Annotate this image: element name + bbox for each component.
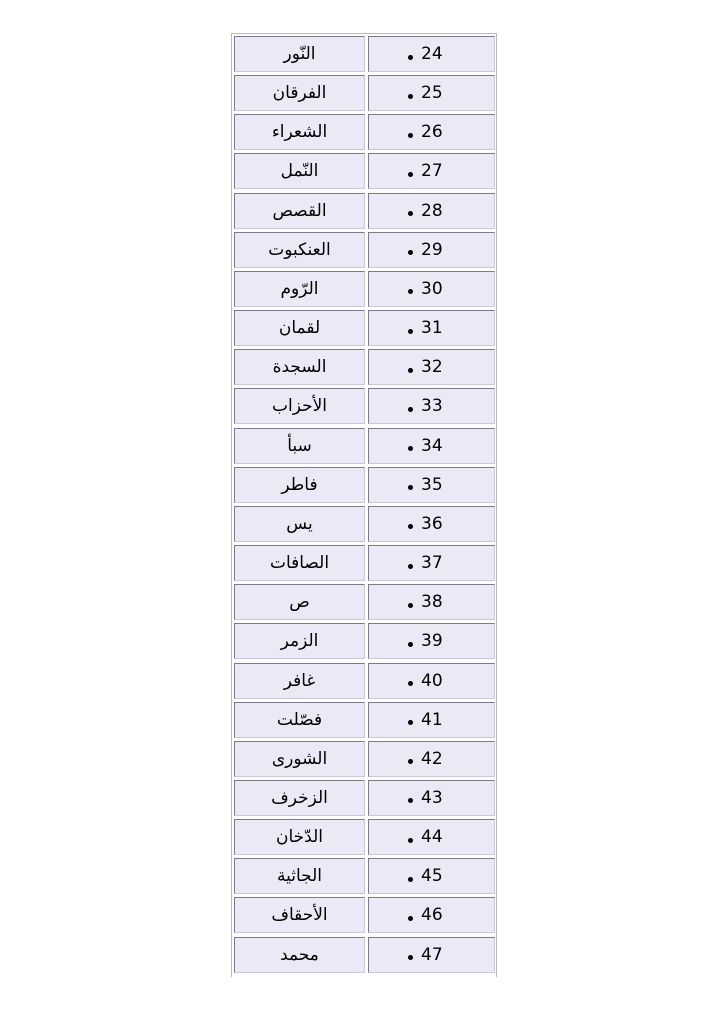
bullet-icon — [408, 368, 413, 373]
bullet-icon — [408, 446, 413, 451]
surah-name-cell — [234, 271, 365, 307]
surah-name: الصافات — [269, 553, 330, 574]
surah-number: 31 — [421, 318, 443, 339]
surah-number-cell — [368, 741, 495, 777]
surah-name-cell — [234, 75, 365, 111]
surah-number: 45 — [421, 866, 443, 887]
surah-name: ص — [289, 592, 310, 613]
surah-name: العنكبوت — [268, 239, 331, 260]
surah-number-cell — [368, 897, 495, 933]
surah-number: 37 — [421, 553, 443, 574]
surah-name-cell — [234, 584, 365, 620]
surah-name-cell — [234, 36, 365, 72]
surah-number-cell — [368, 467, 495, 503]
bullet-icon — [408, 603, 413, 608]
surah-number: 25 — [421, 83, 443, 104]
table-row — [234, 780, 496, 819]
bullet-icon — [408, 564, 413, 569]
bullet-icon — [408, 524, 413, 529]
surah-number: 30 — [421, 278, 443, 299]
bullet-icon — [408, 955, 413, 960]
surah-number-cell — [368, 75, 495, 111]
surah-name: يس — [286, 513, 313, 534]
surah-number-cell — [368, 623, 495, 659]
surah-number: 28 — [421, 200, 443, 221]
surah-name: سبأ — [287, 435, 312, 456]
surah-number: 24 — [421, 44, 443, 64]
table-row — [234, 193, 496, 232]
table-row — [234, 153, 496, 192]
surah-number: 35 — [421, 474, 443, 495]
table-row — [234, 36, 496, 75]
table-row — [234, 467, 496, 506]
surah-number-cell — [368, 780, 495, 816]
surah-number-cell — [368, 858, 495, 894]
surah-name-cell — [234, 310, 365, 346]
surah-number: 47 — [421, 944, 443, 965]
bullet-icon — [408, 211, 413, 216]
surah-name-cell — [234, 388, 365, 424]
bullet-icon — [408, 759, 413, 764]
surah-number: 32 — [421, 357, 443, 378]
surah-number-cell — [368, 545, 495, 581]
table-row — [234, 388, 496, 427]
bullet-icon — [408, 681, 413, 686]
surah-name: السجدة — [272, 357, 327, 378]
table-row — [234, 310, 496, 349]
surah-number-cell — [368, 506, 495, 542]
surah-name: النّور — [283, 44, 316, 64]
surah-name-cell — [234, 428, 365, 464]
surah-number: 43 — [421, 787, 443, 808]
surah-number-cell — [368, 663, 495, 699]
bullet-icon — [408, 877, 413, 882]
bullet-icon — [408, 407, 413, 412]
surah-name-cell — [234, 702, 365, 738]
surah-name-cell — [234, 741, 365, 777]
table-row — [234, 623, 496, 662]
surah-name-cell — [234, 780, 365, 816]
surah-name-cell — [234, 663, 365, 699]
surah-number: 33 — [421, 396, 443, 417]
surah-number-cell — [368, 819, 495, 855]
surah-number: 26 — [421, 122, 443, 143]
surah-name-cell — [234, 467, 365, 503]
surah-number: 40 — [421, 670, 443, 691]
surah-name-cell — [234, 623, 365, 659]
table-row — [234, 75, 496, 114]
surah-name: الشورى — [271, 748, 328, 769]
surah-name: غافر — [283, 670, 316, 691]
bullet-icon — [408, 289, 413, 294]
surah-number-cell — [368, 114, 495, 150]
surah-name-cell — [234, 937, 365, 973]
surah-name: القصص — [272, 200, 327, 221]
surah-name: الأحزاب — [271, 396, 328, 417]
surah-number-cell — [368, 388, 495, 424]
table-row — [234, 819, 496, 858]
table-row — [234, 545, 496, 584]
surah-number: 36 — [421, 513, 443, 534]
table-row — [234, 271, 496, 310]
surah-number-cell — [368, 702, 495, 738]
table-row — [234, 584, 496, 623]
surah-number-cell — [368, 193, 495, 229]
bullet-icon — [408, 329, 413, 334]
surah-name-cell — [234, 819, 365, 855]
surah-name: الفرقان — [272, 83, 327, 104]
surah-name-cell — [234, 153, 365, 189]
surah-name: فاطر — [281, 474, 318, 495]
surah-name-cell — [234, 349, 365, 385]
surah-number-cell — [368, 428, 495, 464]
bullet-icon — [408, 250, 413, 255]
table-row — [234, 232, 496, 271]
bullet-icon — [408, 916, 413, 921]
table-row — [234, 506, 496, 545]
surah-name-cell — [234, 232, 365, 268]
surah-name-cell — [234, 858, 365, 894]
surah-number-cell — [368, 584, 495, 620]
surah-number-cell — [368, 937, 495, 973]
surah-number-cell — [368, 36, 495, 72]
table-row — [234, 702, 496, 741]
table-row — [234, 349, 496, 388]
bullet-icon — [408, 838, 413, 843]
surah-number-cell — [368, 232, 495, 268]
surah-name: الزخرف — [271, 787, 328, 808]
bullet-icon — [408, 485, 413, 490]
surah-number: 46 — [421, 905, 443, 926]
surah-name: لقمان — [278, 318, 321, 339]
table-row — [234, 428, 496, 467]
surah-number: 27 — [421, 161, 443, 182]
bullet-icon — [408, 55, 413, 60]
table-row — [234, 858, 496, 897]
surah-name: محمد — [280, 944, 319, 965]
surah-number: 38 — [421, 592, 443, 613]
surah-number-cell — [368, 349, 495, 385]
table-row — [234, 897, 496, 936]
surah-name-cell — [234, 545, 365, 581]
surah-number: 34 — [421, 435, 443, 456]
surah-name: الأحقاف — [271, 905, 328, 926]
surah-name-cell — [234, 897, 365, 933]
table-row — [234, 114, 496, 153]
table-row — [234, 741, 496, 780]
bullet-icon — [408, 133, 413, 138]
surah-number: 41 — [421, 709, 443, 730]
surah-name: النّمل — [280, 161, 319, 182]
surah-name-cell — [234, 506, 365, 542]
bullet-icon — [408, 172, 413, 177]
surah-number-cell — [368, 271, 495, 307]
table-row — [234, 937, 496, 976]
bullet-icon — [408, 94, 413, 99]
table-row — [234, 663, 496, 702]
surah-table — [234, 36, 496, 976]
surah-name-cell — [234, 193, 365, 229]
bullet-icon — [408, 798, 413, 803]
surah-number-cell — [368, 310, 495, 346]
surah-name: الزمر — [280, 631, 319, 652]
surah-number: 44 — [421, 827, 443, 848]
surah-name: فصّلت — [276, 709, 323, 730]
bullet-icon — [408, 642, 413, 647]
surah-name: الشعراء — [271, 122, 328, 143]
surah-name: الدّخان — [276, 827, 323, 848]
surah-name: الرّوم — [280, 278, 319, 299]
surah-name: الجاثية — [276, 866, 323, 887]
surah-number-cell — [368, 153, 495, 189]
surah-number: 39 — [421, 631, 443, 652]
surah-name-cell — [234, 114, 365, 150]
surah-number: 29 — [421, 239, 443, 260]
surah-number: 42 — [421, 748, 443, 769]
bullet-icon — [408, 720, 413, 725]
